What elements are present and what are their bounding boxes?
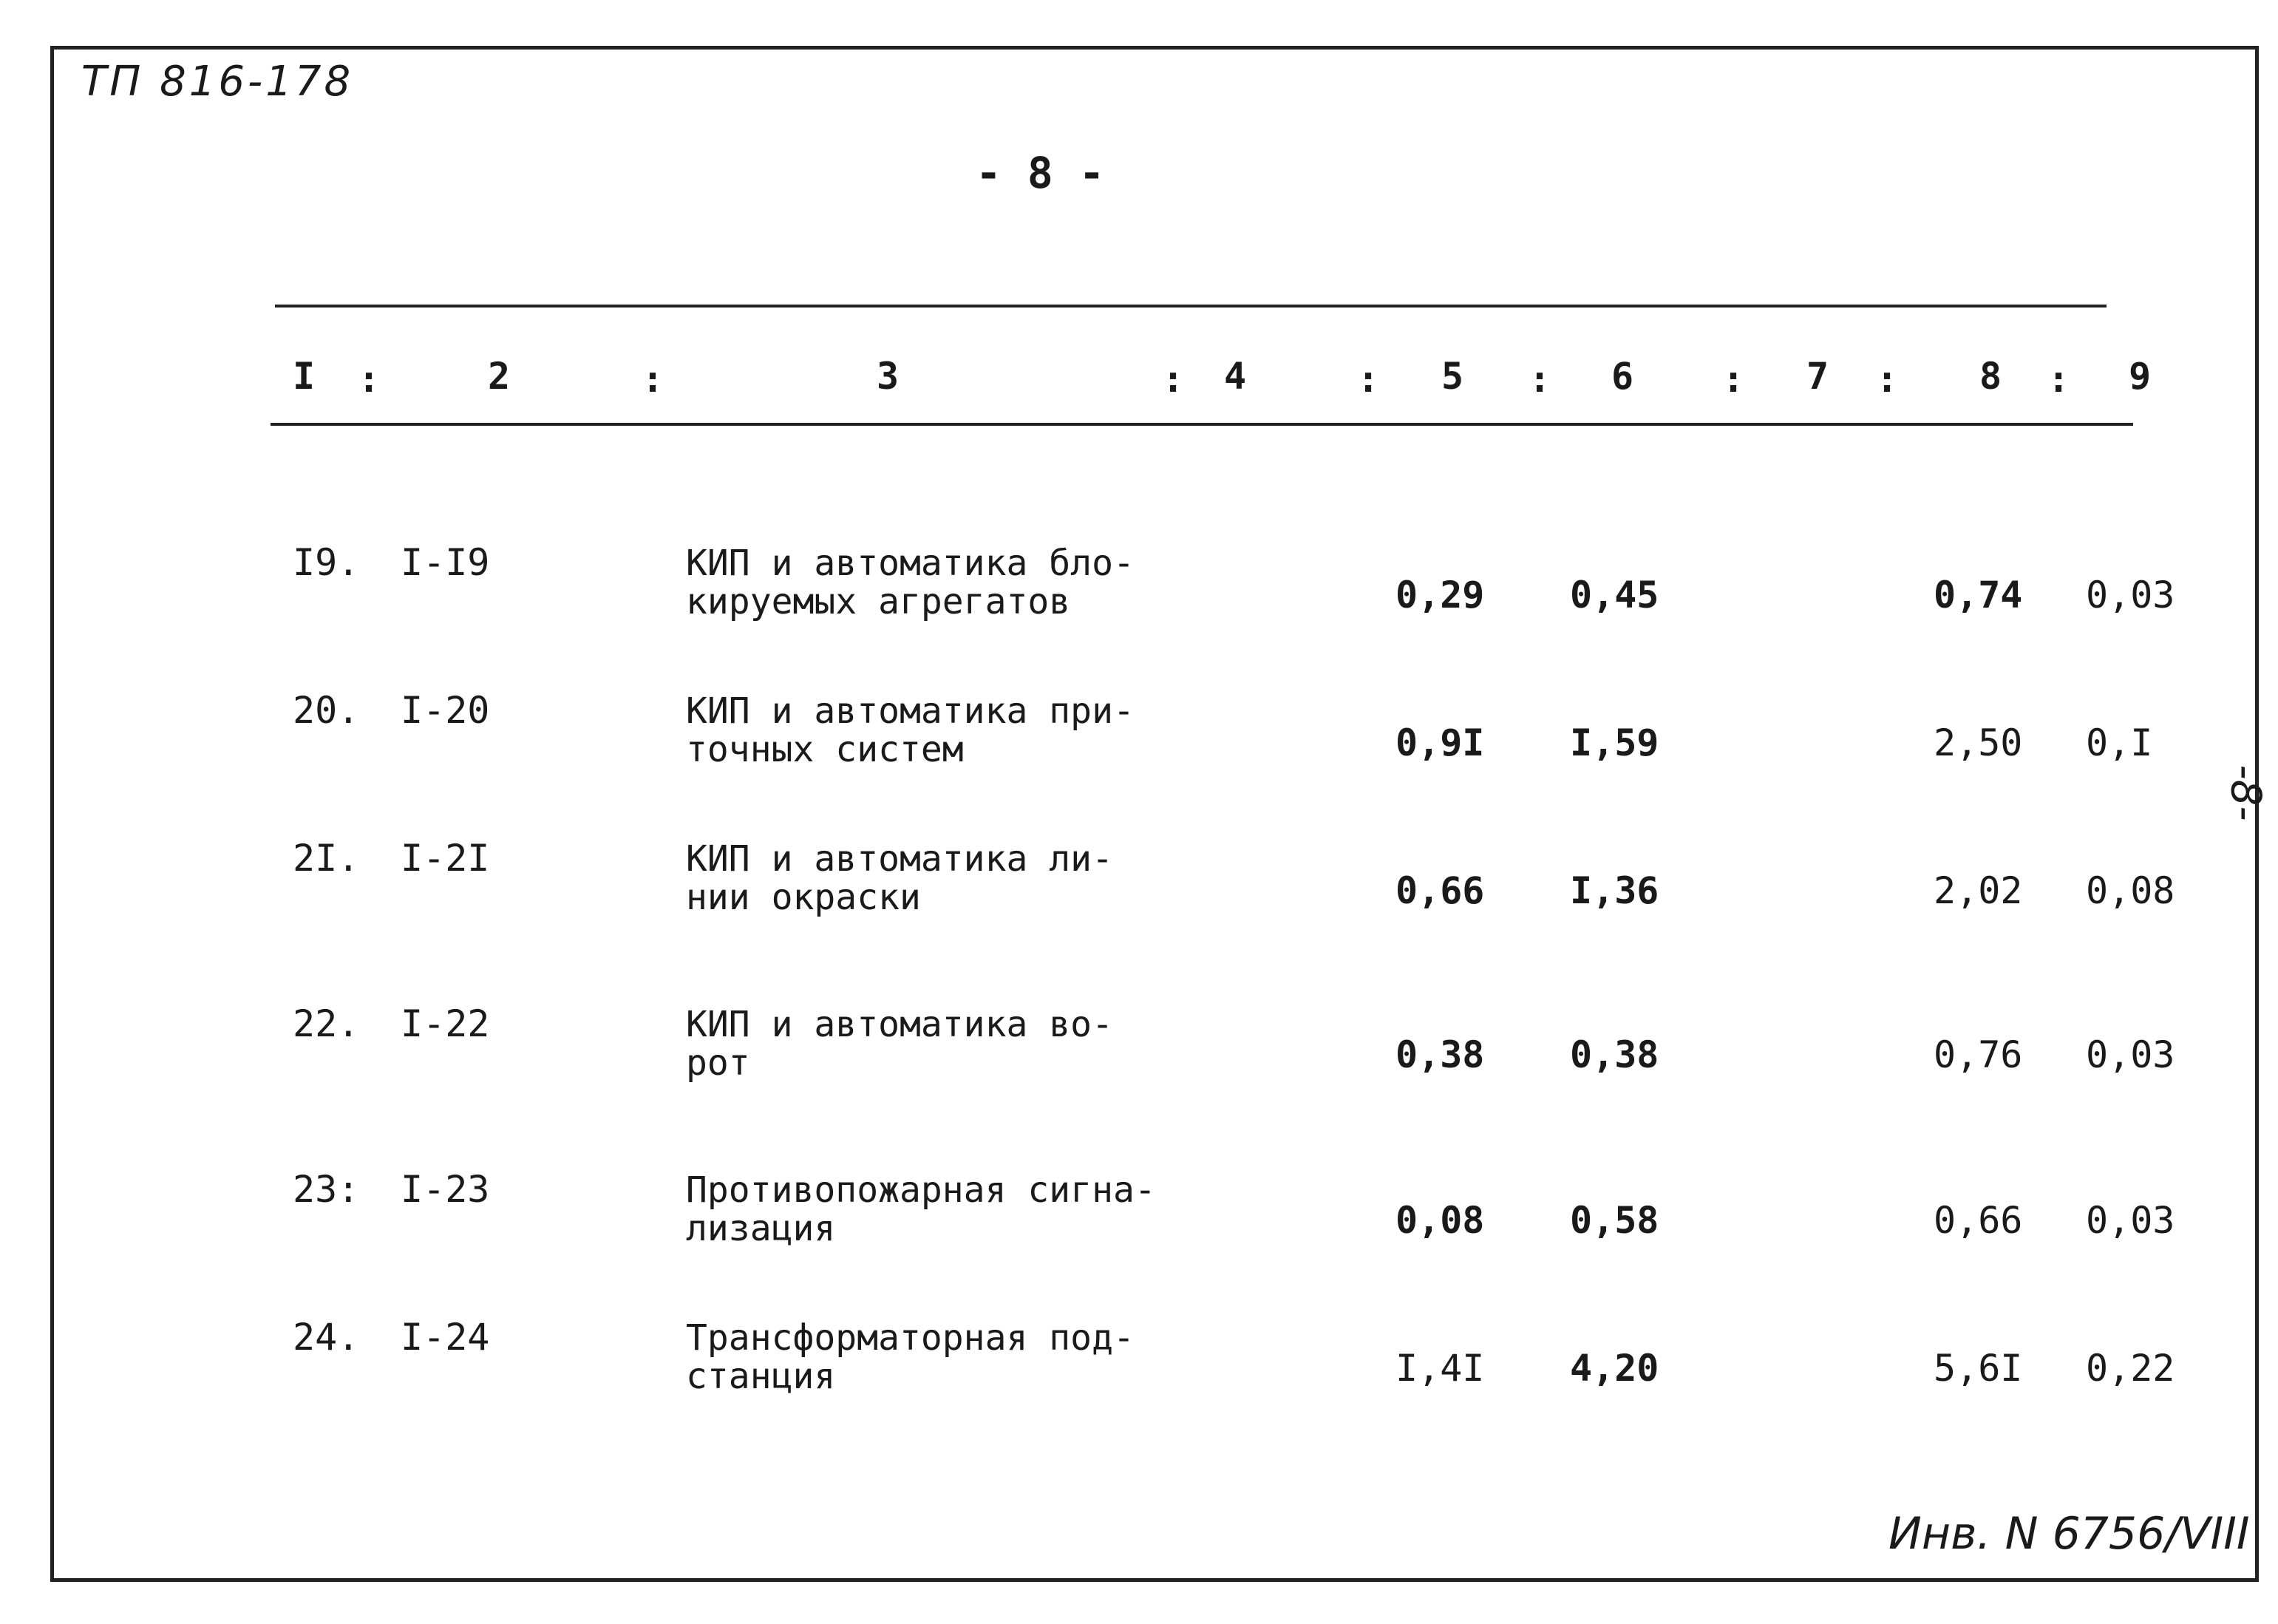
- row-description-line2: нии окраски: [686, 877, 921, 918]
- side-page-number: -8-: [2221, 764, 2270, 821]
- row-description-line1: Трансформаторная под-: [686, 1317, 1135, 1359]
- value-col6: 0,58: [1570, 1199, 1659, 1242]
- row-code: I-20: [401, 689, 490, 732]
- value-col6: I,36: [1570, 869, 1659, 912]
- value-col9: 0,03: [2086, 574, 2175, 616]
- value-col8: 2,50: [1934, 721, 2023, 764]
- page-frame: [50, 46, 2259, 1582]
- column-header-8: 8: [1979, 355, 2002, 398]
- value-col5: 0,08: [1395, 1199, 1485, 1242]
- table-header-rule: [271, 423, 2133, 426]
- row-code: I-24: [401, 1316, 490, 1359]
- value-col9: 0,08: [2086, 869, 2175, 912]
- value-col6: I,59: [1570, 721, 1659, 764]
- row-code: I-22: [401, 1002, 490, 1045]
- row-description-line1: Противопожарная сигна-: [686, 1169, 1156, 1211]
- row-description-line2: точных систем: [686, 729, 964, 770]
- value-col6: 0,38: [1570, 1033, 1659, 1076]
- value-col8: 5,6I: [1934, 1347, 2023, 1390]
- row-code: I-2I: [401, 837, 490, 880]
- value-col5: 0,38: [1395, 1033, 1485, 1076]
- column-separator: :: [1162, 358, 1185, 401]
- row-description-line1: КИП и автоматика бло-: [686, 543, 1135, 584]
- column-separator: :: [1357, 358, 1380, 401]
- row-description-line2: кируемых агрегатов: [686, 581, 1071, 622]
- value-col9: 0,03: [2086, 1199, 2175, 1242]
- value-col5: 0,29: [1395, 574, 1485, 616]
- value-col8: 2,02: [1934, 869, 2023, 912]
- row-number: 24.: [293, 1316, 360, 1359]
- value-col6: 0,45: [1570, 574, 1659, 616]
- value-col5: 0,66: [1395, 869, 1485, 912]
- row-description-line2: лизация: [686, 1208, 836, 1249]
- value-col8: 0,66: [1934, 1199, 2023, 1242]
- column-separator: :: [358, 358, 381, 401]
- document-code: ТП 816-178: [81, 58, 354, 106]
- column-separator: :: [2047, 358, 2070, 401]
- row-number: I9.: [293, 541, 360, 584]
- value-col9: 0,03: [2086, 1033, 2175, 1076]
- column-separator: :: [1722, 358, 1745, 401]
- row-number: 23:: [293, 1168, 360, 1211]
- value-col5: 0,9I: [1395, 721, 1485, 764]
- column-header-2: 2: [488, 355, 511, 398]
- row-code: I-23: [401, 1168, 490, 1211]
- value-col9: 0,I: [2086, 721, 2153, 764]
- value-col5: I,4I: [1395, 1347, 1485, 1390]
- table-top-rule: [275, 305, 2107, 308]
- row-description-line2: рот: [686, 1042, 750, 1084]
- value-col8: 0,74: [1934, 574, 2023, 616]
- page-number: - 8 -: [976, 148, 1105, 198]
- row-code: I-I9: [401, 541, 490, 584]
- value-col6: 4,20: [1570, 1347, 1659, 1390]
- column-separator: :: [1876, 358, 1899, 401]
- column-header-6: 6: [1611, 355, 1634, 398]
- column-header-3: 3: [877, 355, 900, 398]
- column-header-9: 9: [2129, 355, 2152, 398]
- value-col8: 0,76: [1934, 1033, 2023, 1076]
- row-description-line1: КИП и автоматика ли-: [686, 838, 1113, 880]
- row-description-line2: станция: [686, 1356, 836, 1397]
- row-description-line1: КИП и автоматика во-: [686, 1004, 1113, 1045]
- column-header-1: I: [293, 355, 316, 398]
- column-header-5: 5: [1441, 355, 1464, 398]
- row-number: 2I.: [293, 837, 360, 880]
- column-header-7: 7: [1806, 355, 1829, 398]
- row-description-line1: КИП и автоматика при-: [686, 690, 1135, 732]
- inventory-number: Инв. N 6756/VIII: [1888, 1508, 2250, 1560]
- column-separator: :: [1529, 358, 1551, 401]
- row-number: 22.: [293, 1002, 360, 1045]
- row-number: 20.: [293, 689, 360, 732]
- value-col9: 0,22: [2086, 1347, 2175, 1390]
- column-header-4: 4: [1224, 355, 1247, 398]
- column-separator: :: [642, 358, 664, 401]
